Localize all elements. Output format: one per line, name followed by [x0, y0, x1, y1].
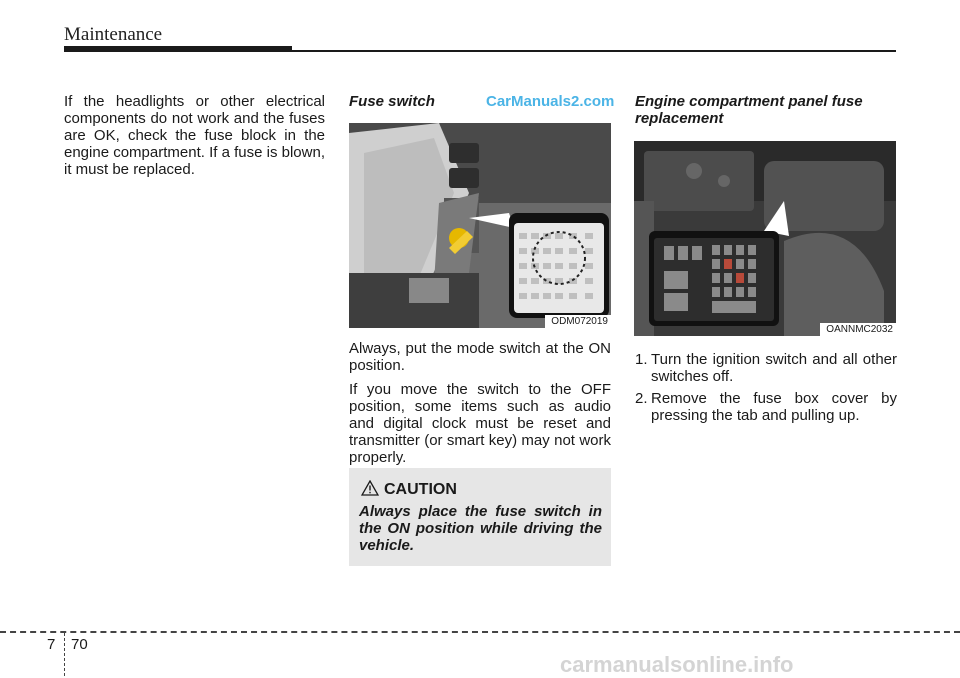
- page-number: 70: [71, 636, 88, 653]
- step-number: 2.: [635, 390, 648, 407]
- step-number: 1.: [635, 351, 648, 368]
- caution-box: [349, 468, 611, 566]
- warning-triangle-icon: [361, 480, 379, 496]
- footer-dashed-rule: [0, 631, 960, 633]
- header-rule: [64, 50, 896, 52]
- fuse-switch-paragraph-1: Always, put the mode switch at the ON position.: [349, 340, 611, 374]
- footer-divider: [64, 633, 65, 676]
- step-item: [635, 351, 897, 385]
- engine-compartment-photo: [634, 141, 896, 336]
- intro-paragraph: [64, 93, 325, 178]
- step-text: Remove the fuse box cover by pressing the tab and pulling up.: [651, 390, 897, 424]
- caution-text: Always place the fuse switch in the ON position while driving the vehicle.: [359, 503, 602, 554]
- fuse-switch-illustration: [349, 123, 611, 328]
- engine-panel-heading: Engine compartment panel fuse replacement: [635, 93, 863, 127]
- step-text: Turn the ignition switch and all other switches off.: [651, 351, 897, 385]
- section-number: 7: [47, 636, 56, 653]
- page-header-title: Maintenance: [64, 24, 163, 45]
- fuse-switch-text: [349, 340, 611, 473]
- fuse-switch-photo: [349, 123, 611, 328]
- engine-panel-steps: [635, 351, 897, 429]
- fuse-switch-heading: Fuse switch: [349, 93, 435, 110]
- footer-watermark: carmanualsonline.info: [560, 652, 794, 677]
- watermark-link[interactable]: CarManuals2.com: [486, 93, 615, 110]
- engine-panel-image-code: OANNMC2032: [820, 323, 896, 336]
- intro-text: If the headlights or other electrical components do not work and the fuses are OK, check the fuse block in the engine compartment. If a fuse is blown, it must be replaced.: [64, 93, 325, 178]
- fuse-switch-image-code: ODM072019: [545, 315, 611, 328]
- caution-title: CAUTION: [384, 481, 457, 498]
- fuse-switch-paragraph-2: If you move the switch to the OFF position, some items such as audio and digital clock must be reset and transmitter (or smart key) may not work properly.: [349, 381, 611, 466]
- engine-compartment-illustration: [634, 141, 896, 336]
- step-item: [635, 390, 897, 424]
